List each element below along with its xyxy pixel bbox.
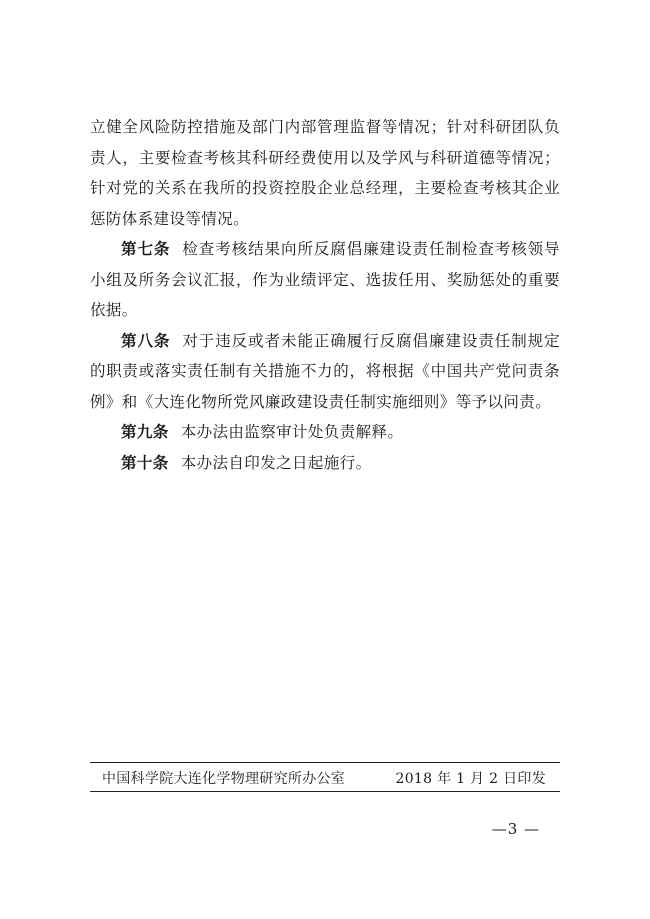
issue-date: 2018 年 1 月 2 日印发: [395, 771, 546, 787]
article-nine: [90, 417, 560, 448]
issuing-organization: 中国科学院大连化学物理研究所办公室: [102, 771, 346, 787]
article-text: 本办法由监察审计处负责解释。: [180, 423, 404, 441]
article-heading: 第八条: [121, 331, 171, 350]
article-heading: 第七条: [121, 240, 171, 258]
article-text: 对于违反或者未能正确履行反腐倡廉建设责任制规定的职责或落实责任制有关措施不力的，将根据《中国共产党问责条例》和《大连化物所党风廉政建设责任制实施细则》等予以问责。: [90, 331, 561, 411]
issuance-footer: [90, 762, 560, 792]
article-text: 检查考核结果向所反腐倡廉建设责任制检查考核领导小组及所务会议汇报，作为业绩评定、选拔任用、奖励惩处的重要依据。: [90, 240, 561, 319]
document-body: [90, 112, 560, 478]
article-eight: [90, 326, 560, 418]
paragraph-continued: [90, 112, 560, 234]
article-heading: 第九条: [121, 423, 169, 441]
article-ten: [90, 448, 560, 479]
page-number: —3 —: [491, 820, 540, 838]
paragraph-text: 立健全风险防控措施及部门内部管理监督等情况；针对科研团队负责人，主要检查考核其科研经费使用以及学风与科研道德等情况；针对党的关系在我所的投资控股企业总经理，主要检查考核其企业惩防体系建设等情况。: [90, 118, 560, 228]
article-seven: [90, 234, 560, 326]
article-heading: 第十条: [121, 453, 169, 472]
article-text: 本办法自印发之日起施行。: [180, 453, 372, 472]
